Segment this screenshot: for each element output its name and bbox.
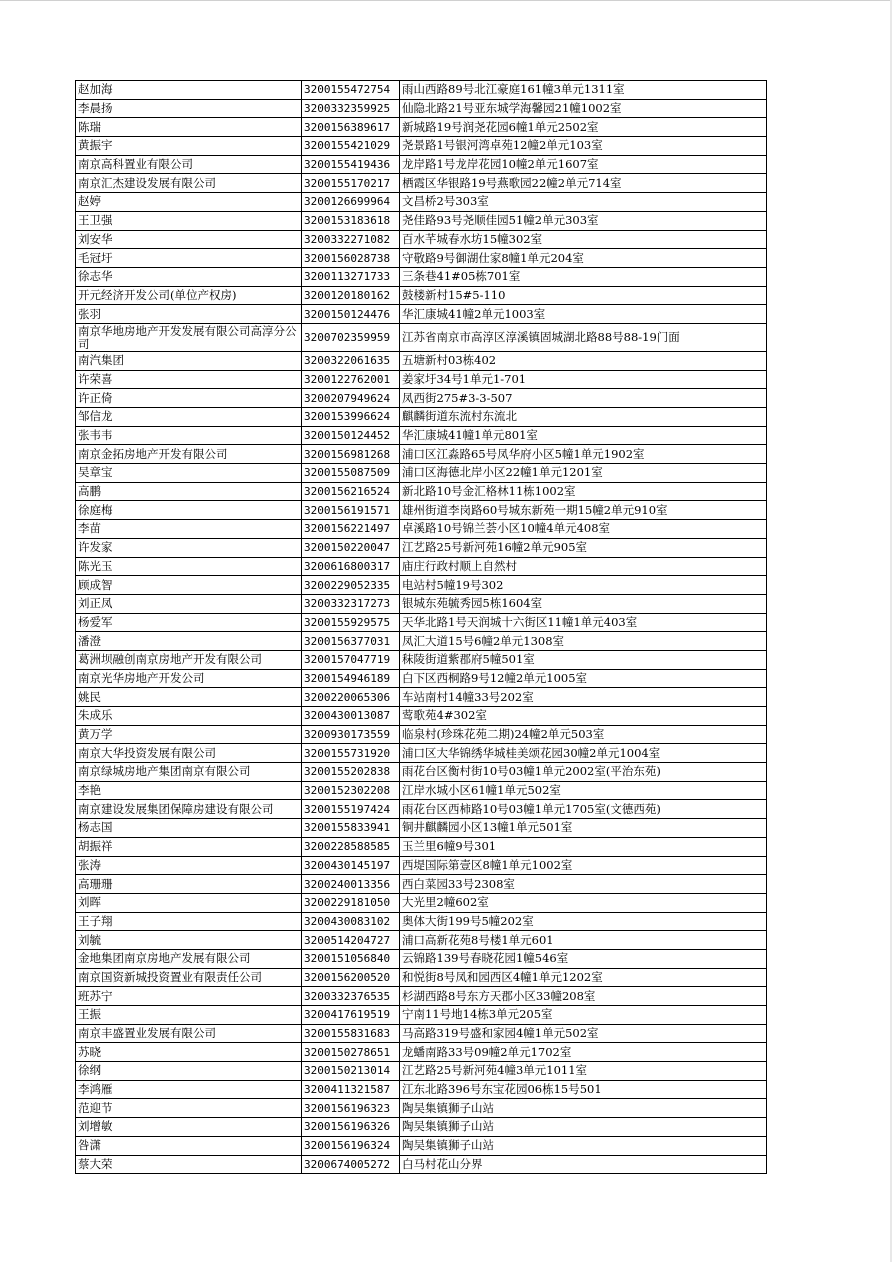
address-cell: 天华北路1号天润城十六街区11幢1单元403室 bbox=[400, 613, 767, 632]
account-number-cell: 3200156377031 bbox=[302, 632, 400, 651]
address-cell: 陶吴集镇狮子山站 bbox=[400, 1136, 767, 1155]
account-number-cell: 3200156196326 bbox=[302, 1118, 400, 1137]
account-number-cell: 3200155197424 bbox=[302, 800, 400, 819]
account-number-cell: 3200155731920 bbox=[302, 744, 400, 763]
table-row bbox=[76, 594, 767, 613]
owner-name-cell: 杨爱军 bbox=[76, 613, 302, 632]
account-number-cell: 3200120180162 bbox=[302, 286, 400, 305]
table-row bbox=[76, 931, 767, 950]
owner-name-cell: 高鹏 bbox=[76, 482, 302, 501]
table-row bbox=[76, 305, 767, 324]
owner-name-cell: 金地集团南京房地产发展有限公司 bbox=[76, 949, 302, 968]
owner-name-cell: 许发家 bbox=[76, 538, 302, 557]
account-number-cell: 3200122762001 bbox=[302, 370, 400, 389]
address-cell: 栖霞区华银路19号燕歌园22幢2单元714室 bbox=[400, 174, 767, 193]
table-row bbox=[76, 968, 767, 987]
owner-name-cell: 南京华地房地产开发发展有限公司高淳分公司 bbox=[76, 323, 302, 351]
address-cell: 五塘新村03栋402 bbox=[400, 351, 767, 370]
table-row bbox=[76, 389, 767, 408]
account-number-cell: 3200616800317 bbox=[302, 557, 400, 576]
owner-name-cell: 张羽 bbox=[76, 305, 302, 324]
address-cell: 新城路19号润尧花园6幢1单元2502室 bbox=[400, 118, 767, 137]
address-cell: 麒麟街道东流村东流北 bbox=[400, 408, 767, 427]
table-row bbox=[76, 576, 767, 595]
owner-name-cell: 李晨扬 bbox=[76, 99, 302, 118]
account-number-cell: 3200156200520 bbox=[302, 968, 400, 987]
account-number-cell: 3200332317273 bbox=[302, 594, 400, 613]
table-row bbox=[76, 557, 767, 576]
account-number-cell: 3200151056840 bbox=[302, 949, 400, 968]
account-number-cell: 3200229181050 bbox=[302, 893, 400, 912]
account-number-cell: 3200228588585 bbox=[302, 837, 400, 856]
address-cell: 浦口高新花苑8号楼1单元601 bbox=[400, 931, 767, 950]
table-row bbox=[76, 99, 767, 118]
address-cell: 浦口区海德北岸小区22幢1单元1201室 bbox=[400, 464, 767, 483]
account-number-cell: 3200153996624 bbox=[302, 408, 400, 427]
owner-name-cell: 南京光华房地产开发公司 bbox=[76, 669, 302, 688]
address-cell: 临泉村(珍珠花苑二期)24幢2单元503室 bbox=[400, 725, 767, 744]
account-number-cell: 3200126699964 bbox=[302, 193, 400, 212]
account-number-cell: 3200150278651 bbox=[302, 1043, 400, 1062]
owner-name-cell: 南京建设发展集团保障房建设有限公司 bbox=[76, 800, 302, 819]
address-cell: 江岸水城小区61幢1单元502室 bbox=[400, 781, 767, 800]
table-row bbox=[76, 893, 767, 912]
table-row bbox=[76, 781, 767, 800]
owner-name-cell: 南京大华投资发展有限公司 bbox=[76, 744, 302, 763]
owner-name-cell: 邹信龙 bbox=[76, 408, 302, 427]
address-cell: 秣陵街道紫郡府5幢501室 bbox=[400, 650, 767, 669]
address-cell: 守敬路9号御湖仕家8幢1单元204室 bbox=[400, 249, 767, 268]
table-row bbox=[76, 949, 767, 968]
address-cell: 江艺路25号新河苑4幢3单元1011室 bbox=[400, 1062, 767, 1081]
address-cell: 大光里2幢602室 bbox=[400, 893, 767, 912]
table-row bbox=[76, 193, 767, 212]
account-number-cell: 3200430013087 bbox=[302, 707, 400, 726]
records-table-body bbox=[76, 81, 767, 1174]
owner-name-cell: 顾成智 bbox=[76, 576, 302, 595]
account-number-cell: 3200113271733 bbox=[302, 267, 400, 286]
owner-name-cell: 南京高科置业有限公司 bbox=[76, 155, 302, 174]
owner-name-cell: 苏晓 bbox=[76, 1043, 302, 1062]
table-row bbox=[76, 1024, 767, 1043]
table-row bbox=[76, 286, 767, 305]
table-row bbox=[76, 408, 767, 427]
table-row bbox=[76, 1155, 767, 1174]
table-row bbox=[76, 819, 767, 838]
address-cell: 白马村花山分界 bbox=[400, 1155, 767, 1174]
table-row bbox=[76, 81, 767, 100]
address-cell: 电站村5幢19号302 bbox=[400, 576, 767, 595]
table-row bbox=[76, 520, 767, 539]
owner-name-cell: 徐志华 bbox=[76, 267, 302, 286]
address-cell: 龙蟠南路33号09幢2单元1702室 bbox=[400, 1043, 767, 1062]
address-cell: 陶吴集镇狮子山站 bbox=[400, 1118, 767, 1137]
table-row bbox=[76, 1099, 767, 1118]
account-number-cell: 3200514204727 bbox=[302, 931, 400, 950]
table-row bbox=[76, 1006, 767, 1025]
account-number-cell: 3200152302208 bbox=[302, 781, 400, 800]
records-table bbox=[75, 80, 767, 1174]
owner-name-cell: 开元经济开发公司(单位产权房) bbox=[76, 286, 302, 305]
owner-name-cell: 朱成乐 bbox=[76, 707, 302, 726]
table-row bbox=[76, 426, 767, 445]
owner-name-cell: 李艳 bbox=[76, 781, 302, 800]
table-row bbox=[76, 632, 767, 651]
address-cell: 马高路319号盛和家园4幢1单元502室 bbox=[400, 1024, 767, 1043]
address-cell: 文昌桥2号303室 bbox=[400, 193, 767, 212]
table-row bbox=[76, 744, 767, 763]
owner-name-cell: 王子翔 bbox=[76, 912, 302, 931]
address-cell: 三条巷41#05栋701室 bbox=[400, 267, 767, 286]
account-number-cell: 3200155202838 bbox=[302, 763, 400, 782]
table-row bbox=[76, 211, 767, 230]
account-number-cell: 3200156981268 bbox=[302, 445, 400, 464]
table-row bbox=[76, 445, 767, 464]
account-number-cell: 3200157047719 bbox=[302, 650, 400, 669]
address-cell: 杉湖西路8号东方天郡小区33幢208室 bbox=[400, 987, 767, 1006]
table-row bbox=[76, 800, 767, 819]
owner-name-cell: 范迎节 bbox=[76, 1099, 302, 1118]
owner-name-cell: 高珊珊 bbox=[76, 875, 302, 894]
account-number-cell: 3200156216524 bbox=[302, 482, 400, 501]
table-row bbox=[76, 155, 767, 174]
address-cell: 白下区西桐路9号12幢2单元1005室 bbox=[400, 669, 767, 688]
page-top-rule bbox=[0, 0, 892, 1]
address-cell: 华汇康城41幢1单元801室 bbox=[400, 426, 767, 445]
table-row bbox=[76, 323, 767, 351]
account-number-cell: 3200220065306 bbox=[302, 688, 400, 707]
account-number-cell: 3200155170217 bbox=[302, 174, 400, 193]
table-row bbox=[76, 501, 767, 520]
table-row bbox=[76, 1118, 767, 1137]
table-row bbox=[76, 137, 767, 156]
account-number-cell: 3200411321587 bbox=[302, 1080, 400, 1099]
address-cell: 尧佳路93号尧顺佳园51幢2单元303室 bbox=[400, 211, 767, 230]
table-row bbox=[76, 912, 767, 931]
table-row bbox=[76, 669, 767, 688]
owner-name-cell: 黄振宇 bbox=[76, 137, 302, 156]
account-number-cell: 3200207949624 bbox=[302, 389, 400, 408]
address-cell: 凤汇大道15号6幢2单元1308室 bbox=[400, 632, 767, 651]
account-number-cell: 3200156191571 bbox=[302, 501, 400, 520]
owner-name-cell: 南京国资新城投资置业有限责任公司 bbox=[76, 968, 302, 987]
address-cell: 铜井麒麟园小区13幢1单元501室 bbox=[400, 819, 767, 838]
account-number-cell: 3200702359959 bbox=[302, 323, 400, 351]
account-number-cell: 3200153183618 bbox=[302, 211, 400, 230]
address-cell: 莺歌苑4#302室 bbox=[400, 707, 767, 726]
address-cell: 卓溪路10号锦兰荟小区10幢4单元408室 bbox=[400, 520, 767, 539]
address-cell: 西堤国际第壹区8幢1单元1002室 bbox=[400, 856, 767, 875]
account-number-cell: 3200155472754 bbox=[302, 81, 400, 100]
address-cell: 江东北路396号东宝花园06栋15号501 bbox=[400, 1080, 767, 1099]
table-row bbox=[76, 707, 767, 726]
owner-name-cell: 张涛 bbox=[76, 856, 302, 875]
owner-name-cell: 王振 bbox=[76, 1006, 302, 1025]
table-row bbox=[76, 1043, 767, 1062]
address-cell: 银城东苑毓秀园5栋1604室 bbox=[400, 594, 767, 613]
table-row bbox=[76, 351, 767, 370]
table-row bbox=[76, 538, 767, 557]
table-row bbox=[76, 370, 767, 389]
owner-name-cell: 许正倚 bbox=[76, 389, 302, 408]
account-number-cell: 3200155421029 bbox=[302, 137, 400, 156]
owner-name-cell: 南汽集团 bbox=[76, 351, 302, 370]
address-cell: 凤西街275#3-3-507 bbox=[400, 389, 767, 408]
address-cell: 雨花台区西柿路10号03幢1单元1705室(文德西苑) bbox=[400, 800, 767, 819]
account-number-cell: 3200417619519 bbox=[302, 1006, 400, 1025]
owner-name-cell: 潘澄 bbox=[76, 632, 302, 651]
owner-name-cell: 刘毓 bbox=[76, 931, 302, 950]
owner-name-cell: 南京丰盛置业发展有限公司 bbox=[76, 1024, 302, 1043]
address-cell: 雄州街道李岗路60号城东新苑一期15幢2单元910室 bbox=[400, 501, 767, 520]
owner-name-cell: 刘安华 bbox=[76, 230, 302, 249]
owner-name-cell: 班苏宁 bbox=[76, 987, 302, 1006]
address-cell: 雨山西路89号北江豪庭161幢3单元1311室 bbox=[400, 81, 767, 100]
address-cell: 雨花台区衡村街10号03幢1单元2002室(平治东苑) bbox=[400, 763, 767, 782]
owner-name-cell: 李鸿雁 bbox=[76, 1080, 302, 1099]
owner-name-cell: 赵婷 bbox=[76, 193, 302, 212]
table-row bbox=[76, 987, 767, 1006]
address-cell: 姜家圩34号1单元1-701 bbox=[400, 370, 767, 389]
account-number-cell: 3200156196324 bbox=[302, 1136, 400, 1155]
owner-name-cell: 胡振祥 bbox=[76, 837, 302, 856]
owner-name-cell: 吴章宝 bbox=[76, 464, 302, 483]
account-number-cell: 3200150124452 bbox=[302, 426, 400, 445]
owner-name-cell: 南京金拓房地产开发有限公司 bbox=[76, 445, 302, 464]
account-number-cell: 3200332271082 bbox=[302, 230, 400, 249]
owner-name-cell: 毛冠圩 bbox=[76, 249, 302, 268]
address-cell: 鼓楼新村15#5-110 bbox=[400, 286, 767, 305]
owner-name-cell: 王卫强 bbox=[76, 211, 302, 230]
table-row bbox=[76, 118, 767, 137]
account-number-cell: 3200240013356 bbox=[302, 875, 400, 894]
address-cell: 宁南11号地14栋3单元205室 bbox=[400, 1006, 767, 1025]
address-cell: 浦口区大华锦绣华城桂美颂花园30幢2单元1004室 bbox=[400, 744, 767, 763]
owner-name-cell: 刘增敏 bbox=[76, 1118, 302, 1137]
owner-name-cell: 咎潇 bbox=[76, 1136, 302, 1155]
account-number-cell: 3200155929575 bbox=[302, 613, 400, 632]
account-number-cell: 3200150124476 bbox=[302, 305, 400, 324]
address-cell: 仙隐北路21号亚东城学海馨园21幢1002室 bbox=[400, 99, 767, 118]
address-cell: 陶吴集镇狮子山站 bbox=[400, 1099, 767, 1118]
account-number-cell: 3200332376535 bbox=[302, 987, 400, 1006]
address-cell: 江艺路25号新河苑16幢2单元905室 bbox=[400, 538, 767, 557]
address-cell: 新北路10号金汇格林11栋1002室 bbox=[400, 482, 767, 501]
table-row bbox=[76, 650, 767, 669]
owner-name-cell: 张韦韦 bbox=[76, 426, 302, 445]
owner-name-cell: 刘正凤 bbox=[76, 594, 302, 613]
account-number-cell: 3200430083102 bbox=[302, 912, 400, 931]
table-row bbox=[76, 1080, 767, 1099]
table-row bbox=[76, 482, 767, 501]
table-row bbox=[76, 1136, 767, 1155]
table-row bbox=[76, 174, 767, 193]
table-row bbox=[76, 688, 767, 707]
table-row bbox=[76, 230, 767, 249]
owner-name-cell: 陈瑞 bbox=[76, 118, 302, 137]
owner-name-cell: 赵加海 bbox=[76, 81, 302, 100]
address-cell: 西白菜园33号2308室 bbox=[400, 875, 767, 894]
table-row bbox=[76, 875, 767, 894]
table-row bbox=[76, 837, 767, 856]
account-number-cell: 3200150220047 bbox=[302, 538, 400, 557]
account-number-cell: 3200155419436 bbox=[302, 155, 400, 174]
address-cell: 尧景路1号银河湾卓苑12幢2单元103室 bbox=[400, 137, 767, 156]
address-cell: 江苏省南京市高淳区淳溪镇固城湖北路88号88-19门面 bbox=[400, 323, 767, 351]
account-number-cell: 3200156196323 bbox=[302, 1099, 400, 1118]
owner-name-cell: 许荣喜 bbox=[76, 370, 302, 389]
table-row bbox=[76, 856, 767, 875]
owner-name-cell: 黄万学 bbox=[76, 725, 302, 744]
table-row bbox=[76, 267, 767, 286]
account-number-cell: 3200155831683 bbox=[302, 1024, 400, 1043]
address-cell: 浦口区江淼路65号凤华府小区5幢1单元1902室 bbox=[400, 445, 767, 464]
account-number-cell: 3200154946189 bbox=[302, 669, 400, 688]
owner-name-cell: 徐庭梅 bbox=[76, 501, 302, 520]
address-cell: 和悦街8号凤和园西区4幢1单元1202室 bbox=[400, 968, 767, 987]
owner-name-cell: 南京绿城房地产集团南京有限公司 bbox=[76, 763, 302, 782]
account-number-cell: 3200674005272 bbox=[302, 1155, 400, 1174]
table-row bbox=[76, 1062, 767, 1081]
account-number-cell: 3200332359925 bbox=[302, 99, 400, 118]
owner-name-cell: 葛洲坝融创南京房地产开发有限公司 bbox=[76, 650, 302, 669]
address-cell: 百水芊城春水坊15幢302室 bbox=[400, 230, 767, 249]
owner-name-cell: 蔡大荣 bbox=[76, 1155, 302, 1174]
account-number-cell: 3200156221497 bbox=[302, 520, 400, 539]
owner-name-cell: 杨志国 bbox=[76, 819, 302, 838]
table-row bbox=[76, 725, 767, 744]
owner-name-cell: 李苗 bbox=[76, 520, 302, 539]
account-number-cell: 3200930173559 bbox=[302, 725, 400, 744]
account-number-cell: 3200156389617 bbox=[302, 118, 400, 137]
address-cell: 云锦路139号春晓花园1幢546室 bbox=[400, 949, 767, 968]
address-cell: 华汇康城41幢2单元1003室 bbox=[400, 305, 767, 324]
table-row bbox=[76, 464, 767, 483]
address-cell: 奥体大街199号5幢202室 bbox=[400, 912, 767, 931]
account-number-cell: 3200155087509 bbox=[302, 464, 400, 483]
table-row bbox=[76, 613, 767, 632]
account-number-cell: 3200156028738 bbox=[302, 249, 400, 268]
table-row bbox=[76, 763, 767, 782]
owner-name-cell: 刘晖 bbox=[76, 893, 302, 912]
address-cell: 龙岸路1号龙岸花园10幢2单元1607室 bbox=[400, 155, 767, 174]
address-cell: 玉兰里6幢9号301 bbox=[400, 837, 767, 856]
account-number-cell: 3200229052335 bbox=[302, 576, 400, 595]
owner-name-cell: 徐纲 bbox=[76, 1062, 302, 1081]
table-row bbox=[76, 249, 767, 268]
account-number-cell: 3200322061635 bbox=[302, 351, 400, 370]
owner-name-cell: 南京汇杰建设发展有限公司 bbox=[76, 174, 302, 193]
address-cell: 庙庄行政村顺上自然村 bbox=[400, 557, 767, 576]
account-number-cell: 3200150213014 bbox=[302, 1062, 400, 1081]
owner-name-cell: 陈光玉 bbox=[76, 557, 302, 576]
account-number-cell: 3200430145197 bbox=[302, 856, 400, 875]
owner-name-cell: 姚民 bbox=[76, 688, 302, 707]
address-cell: 车站南村14幢33号202室 bbox=[400, 688, 767, 707]
account-number-cell: 3200155833941 bbox=[302, 819, 400, 838]
